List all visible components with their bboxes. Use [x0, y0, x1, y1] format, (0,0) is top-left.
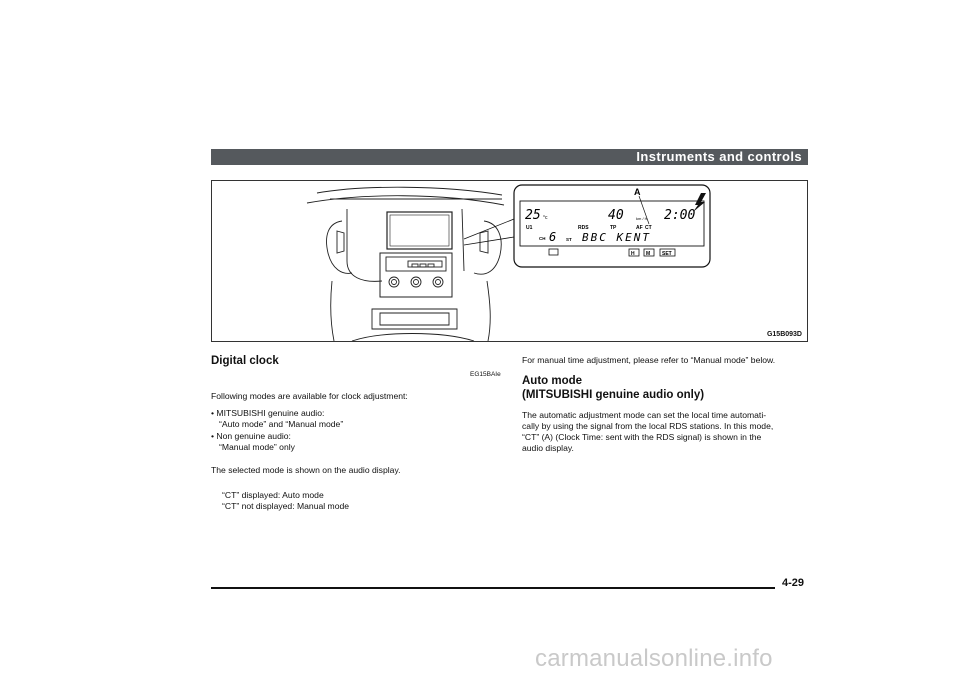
ct-not-displayed-text: “CT” not displayed: Manual mode: [222, 501, 350, 511]
display-temperature: 25: [525, 208, 541, 223]
section-title: Instruments and controls: [636, 149, 802, 164]
body-line: “CT” (A) (Clock Time: sent with the RDS signal) is shown in the: [522, 432, 762, 442]
figure-id: G15B093D: [766, 331, 802, 338]
body-line: audio display.: [522, 443, 574, 453]
ct-displayed-text: “CT” displayed: Auto mode: [222, 490, 324, 500]
page-number: 4-29: [782, 577, 805, 589]
button-h-label: H: [631, 251, 635, 257]
display-af: AF: [636, 225, 643, 231]
button-set-label: SET: [662, 251, 672, 257]
footer-rule: [211, 587, 775, 589]
display-rds: RDS: [578, 225, 589, 231]
button-m-label: M: [646, 251, 651, 257]
body-line: The automatic adjustment mode can set the local time automati-: [522, 410, 767, 420]
display-clock-time: 2:00: [664, 208, 696, 223]
selected-mode-text: The selected mode is shown on the audio display.: [211, 465, 401, 475]
display-station-name: BBC KENT: [582, 231, 651, 244]
display-tp: TP: [610, 225, 617, 231]
display-channel: 6: [549, 230, 557, 244]
bullet-line2: “Manual mode” only: [219, 442, 295, 452]
callout-a-label: A: [634, 187, 641, 197]
display-u1: U1: [526, 225, 533, 231]
display-temperature-unit: °c: [543, 215, 548, 221]
heading-auto-mode-sub: (MITSUBISHI genuine audio only): [522, 389, 705, 401]
bullet-icon: •: [211, 408, 215, 418]
display-st: ST: [566, 237, 572, 242]
section-code: EG15BAIe: [470, 371, 501, 378]
dashboard-illustration: [212, 181, 808, 342]
manual-mode-reference: For manual time adjustment, please refer to “Manual mode” below.: [522, 355, 776, 365]
heading-digital-clock: Digital clock: [211, 355, 279, 367]
bullet-item: [211, 408, 324, 419]
intro-text: Following modes are available for clock adjustment:: [211, 391, 408, 401]
display-ch: CH: [539, 236, 546, 241]
body-line: cally by using the signal from the local RDS stations. In this mode,: [522, 421, 774, 431]
display-speed-unit: km / h: [636, 216, 647, 221]
display-speed: 40: [608, 208, 624, 223]
bullet-line1: MITSUBISHI genuine audio:: [216, 408, 325, 418]
bullet-line1: Non genuine audio:: [216, 431, 291, 441]
display-ct: CT: [645, 225, 652, 231]
section-header-bar: [211, 149, 808, 165]
heading-auto-mode: Auto mode: [522, 375, 583, 387]
watermark-text: carmanualsonline.info: [535, 645, 773, 672]
bullet-icon: •: [211, 431, 215, 441]
dashboard-figure: [211, 180, 808, 342]
bullet-line2: “Auto mode” and “Manual mode”: [219, 419, 344, 429]
bullet-item: [211, 431, 291, 442]
